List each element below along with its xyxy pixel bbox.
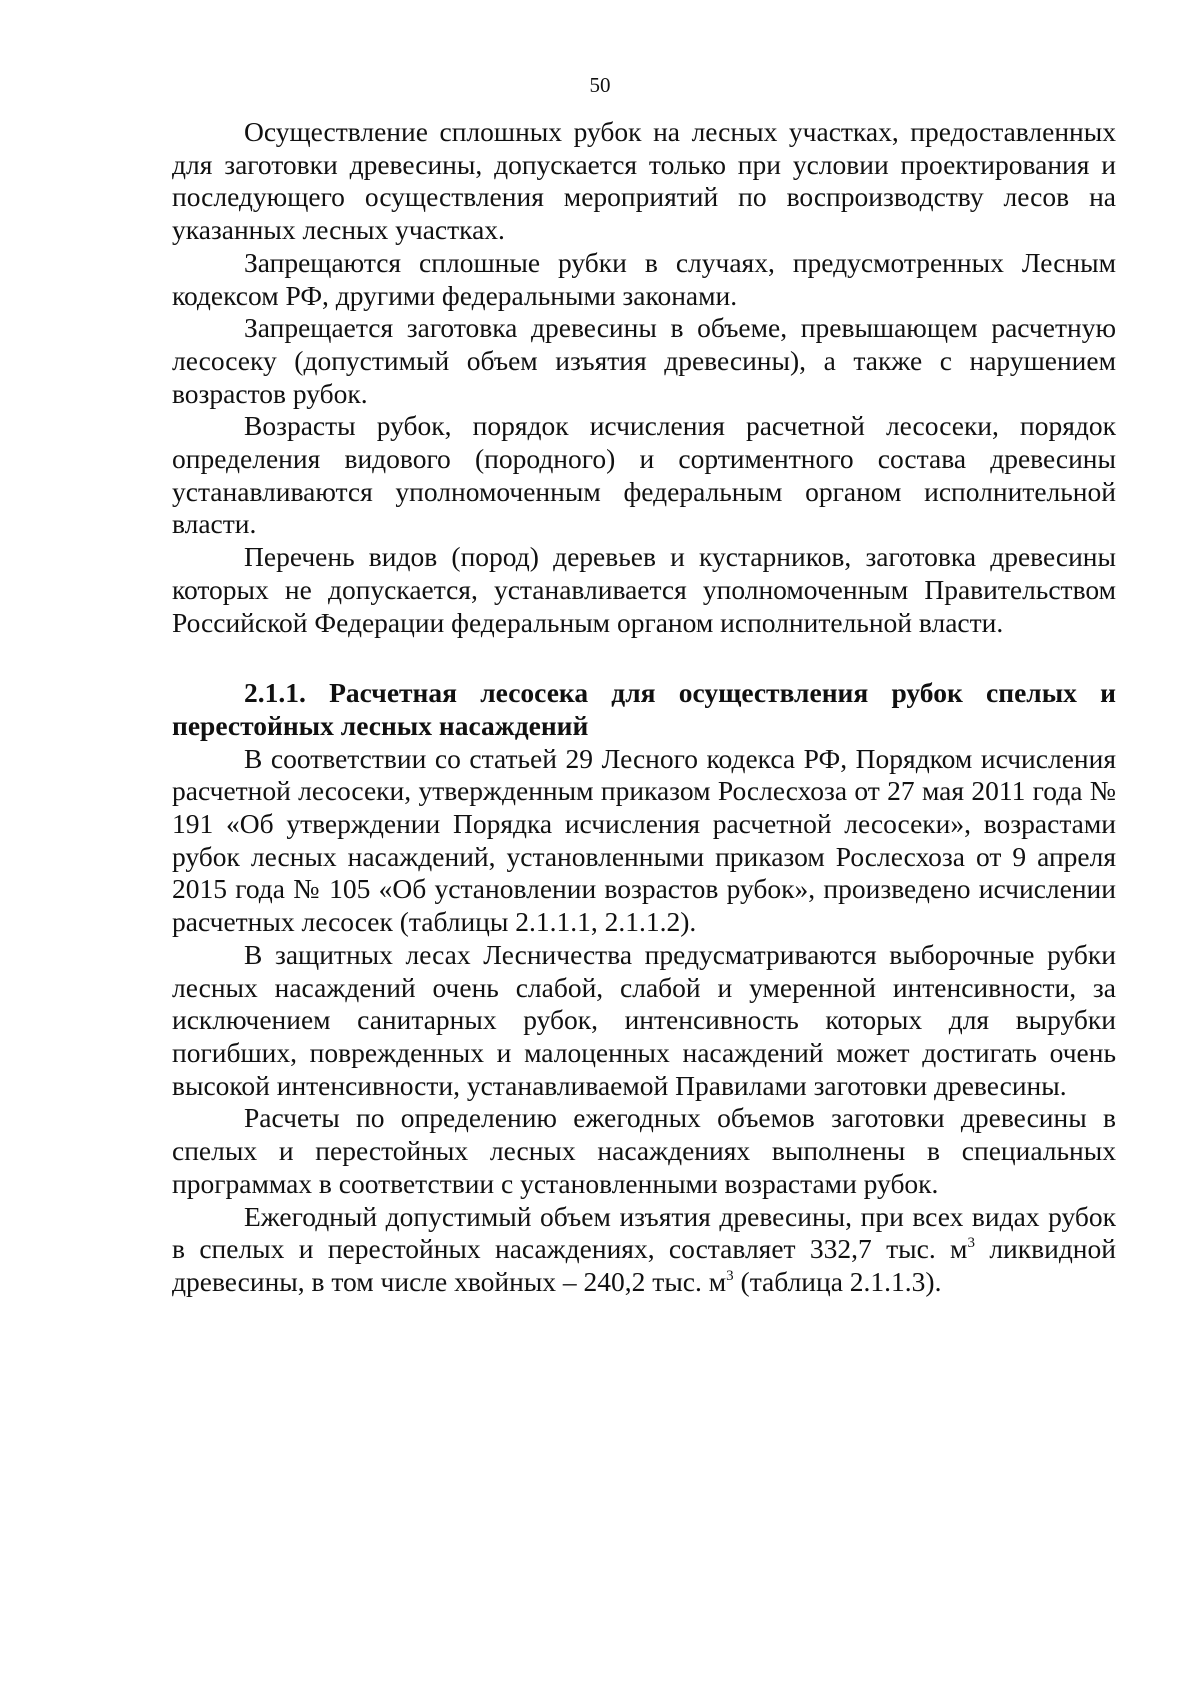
paragraph-cutting-ages: Возрасты рубок, порядок исчисления расчетной лесосеки, порядок определения видового (породного) и сортиментного состава древесины устанавливаются уполномоченным федеральным органом исполнительной власти. [172,410,1116,540]
paragraph-protected-species: Перечень видов (пород) деревьев и кустарников, заготовка древесины которых не допускается, устанавливается уполномоченным Правительством Российской Федерации федеральным органом исполнительной власти. [172,541,1116,638]
paragraph-clearcut-prohibitions: Запрещаются сплошные рубки в случаях, предусмотренных Лесным кодексом РФ, другими федеральными законами. [172,246,1116,311]
section-heading: 2.1.1. Расчетная лесосека для осуществления рубок спелых и перестойных лесных насаждений [172,677,1116,741]
annual-volume-text-2: ликвидной древесины, в том числе хвойных – 240,2 тыс. м [172,1233,1116,1297]
annual-volume-text-1: Ежегодный допустимый объем изъятия древесины, при всех видах рубок в спелых и перестойных насаждениях, составляет 332,7 тыс. м [172,1200,1116,1265]
paragraph-harvest-volume-limit: Запрещается заготовка древесины в объеме, превышающем расчетную лесосеку (допустимый объем изъятия древесины), а также с нарушением возрастов рубок. [172,312,1116,409]
paragraph-protective-forests: В защитных лесах Лесничества предусматриваются выборочные рубки лесных насаждений очень слабой, слабой и умеренной интенсивности, за исключением санитарных рубок, интенсивность которых для вырубки погибших, поврежденных и малоценных насаждений может достигать очень высокой интенсивности, устанавливаемой Правилами заготовки древесины. [172,938,1116,1101]
paragraph-calculation-programs: Расчеты по определению ежегодных объемов заготовки древесины в спелых и перестойных лесных насаждениях выполнены в специальных программах в соответствии с установленными возрастами рубок. [172,1102,1116,1199]
page-number: 50 [589,73,611,97]
cubic-superscript-2: 3 [726,1267,734,1284]
annual-volume-text-3: (таблица 2.1.1.3). [733,1265,942,1297]
paragraph-calculation-basis: В соответствии со статьей 29 Лесного кодекса РФ, Порядком исчисления расчетной лесосеки, утвержденным приказом Рослесхоза от 27 мая 2011 года № 191 «Об утверждении Порядка исчисления расчетной лесосеки», возрастами рубок лесных насаждений, установленными приказом Рослесхоза от 9 апреля 2015 года № 105 «Об установлении возрастов рубок», произведено исчислении расчетных лесосек (таблицы 2.1.1.1, 2.1.1.2). [172,742,1116,938]
cubic-superscript-1: 3 [967,1235,975,1252]
paragraph-annual-allowable-volume [172,1201,1116,1299]
paragraph-clearcut-conditions: Осуществление сплошных рубок на лесных участках, предоставленных для заготовки древесины, допускается только при условии проектирования и последующего осуществления мероприятий по воспроизводству лесов на указанных лесных участках. [172,116,1116,246]
document-body [172,116,1116,1299]
